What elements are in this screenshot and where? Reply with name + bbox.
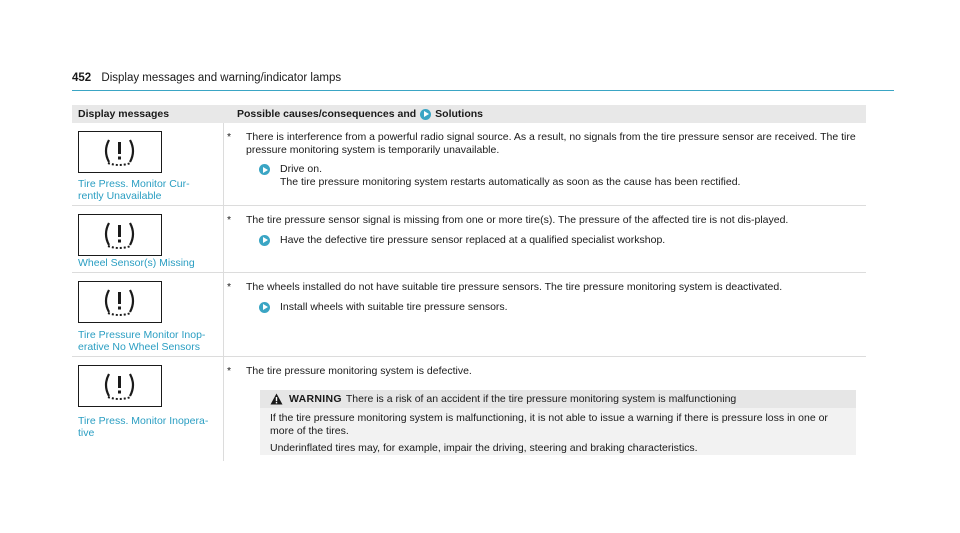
warning-header xyxy=(260,390,856,409)
cause-text: The wheels installed do not have suitable tire pressure sensors. The tire pressure monitoring system is deactivated. xyxy=(246,281,783,293)
warning-triangle-icon xyxy=(270,393,283,405)
page-number: 452 xyxy=(72,72,92,84)
warning-headline: There is a risk of an accident if the tire pressure monitoring system is malfunctioning xyxy=(345,392,737,405)
solution-step: Drive on. The tire pressure monitoring system restarts automatically as soon as the cause has been rectified. xyxy=(238,163,866,188)
play-arrow-icon xyxy=(259,235,270,246)
cause-text: The tire pressure sensor signal is missing from one or more tire(s). The pressure of the affected tire is not dis-played. xyxy=(246,214,789,226)
play-arrow-icon xyxy=(259,164,270,175)
col-display-messages: Display messages xyxy=(78,108,170,120)
footnote-star: * xyxy=(227,365,232,377)
cause-text: The tire pressure monitoring system is defective. xyxy=(246,365,472,377)
footnote-star: * xyxy=(227,131,232,143)
warning-text: If the tire pressure monitoring system is malfunctioning, it is not able to issue a warning if there is pressure loss in one or more of the tires. xyxy=(270,412,828,437)
play-arrow-icon xyxy=(420,109,431,120)
play-arrow-icon xyxy=(259,302,270,313)
table-row xyxy=(72,273,866,357)
col-causes-solutions: Possible causes/consequences and Solutions xyxy=(237,108,484,120)
tire-pressure-warning-icon xyxy=(78,214,162,256)
solution-step: Install wheels with suitable tire pressure sensors. xyxy=(238,301,866,314)
footnote-star: * xyxy=(227,281,232,293)
warning-text: Underinflated tires may, for example, impair the driving, steering and braking characteristics. xyxy=(270,442,698,454)
warning-label: WARNING xyxy=(289,392,342,405)
message-label: Tire Pressure Monitor Inop- erative No Wheel Sensors xyxy=(78,329,206,353)
cause-text: There is interference from a powerful radio signal source. As a result, no signals from the tire pressure sensor are received. The tire pressure monitoring system is temporarily unavailable. xyxy=(246,131,856,156)
table-row xyxy=(72,123,866,206)
warning-box xyxy=(260,390,856,455)
message-label: Tire Press. Monitor Cur- rently Unavailable xyxy=(78,178,190,202)
table-row xyxy=(72,357,866,461)
table-header xyxy=(72,105,866,123)
solution-step: Have the defective tire pressure sensor replaced at a qualified specialist workshop. xyxy=(238,234,866,247)
message-label: Wheel Sensor(s) Missing xyxy=(78,257,195,269)
display-messages-table xyxy=(72,105,866,461)
message-label: Tire Press. Monitor Inopera- tive xyxy=(78,415,209,439)
footnote-star: * xyxy=(227,214,232,226)
table-row xyxy=(72,206,866,273)
tire-pressure-warning-icon xyxy=(78,365,162,407)
tire-pressure-warning-icon xyxy=(78,131,162,173)
page-title: Display messages and warning/indicator lamps xyxy=(101,72,342,84)
warning-body xyxy=(260,408,856,455)
page-header xyxy=(72,70,894,91)
tire-pressure-warning-icon xyxy=(78,281,162,323)
